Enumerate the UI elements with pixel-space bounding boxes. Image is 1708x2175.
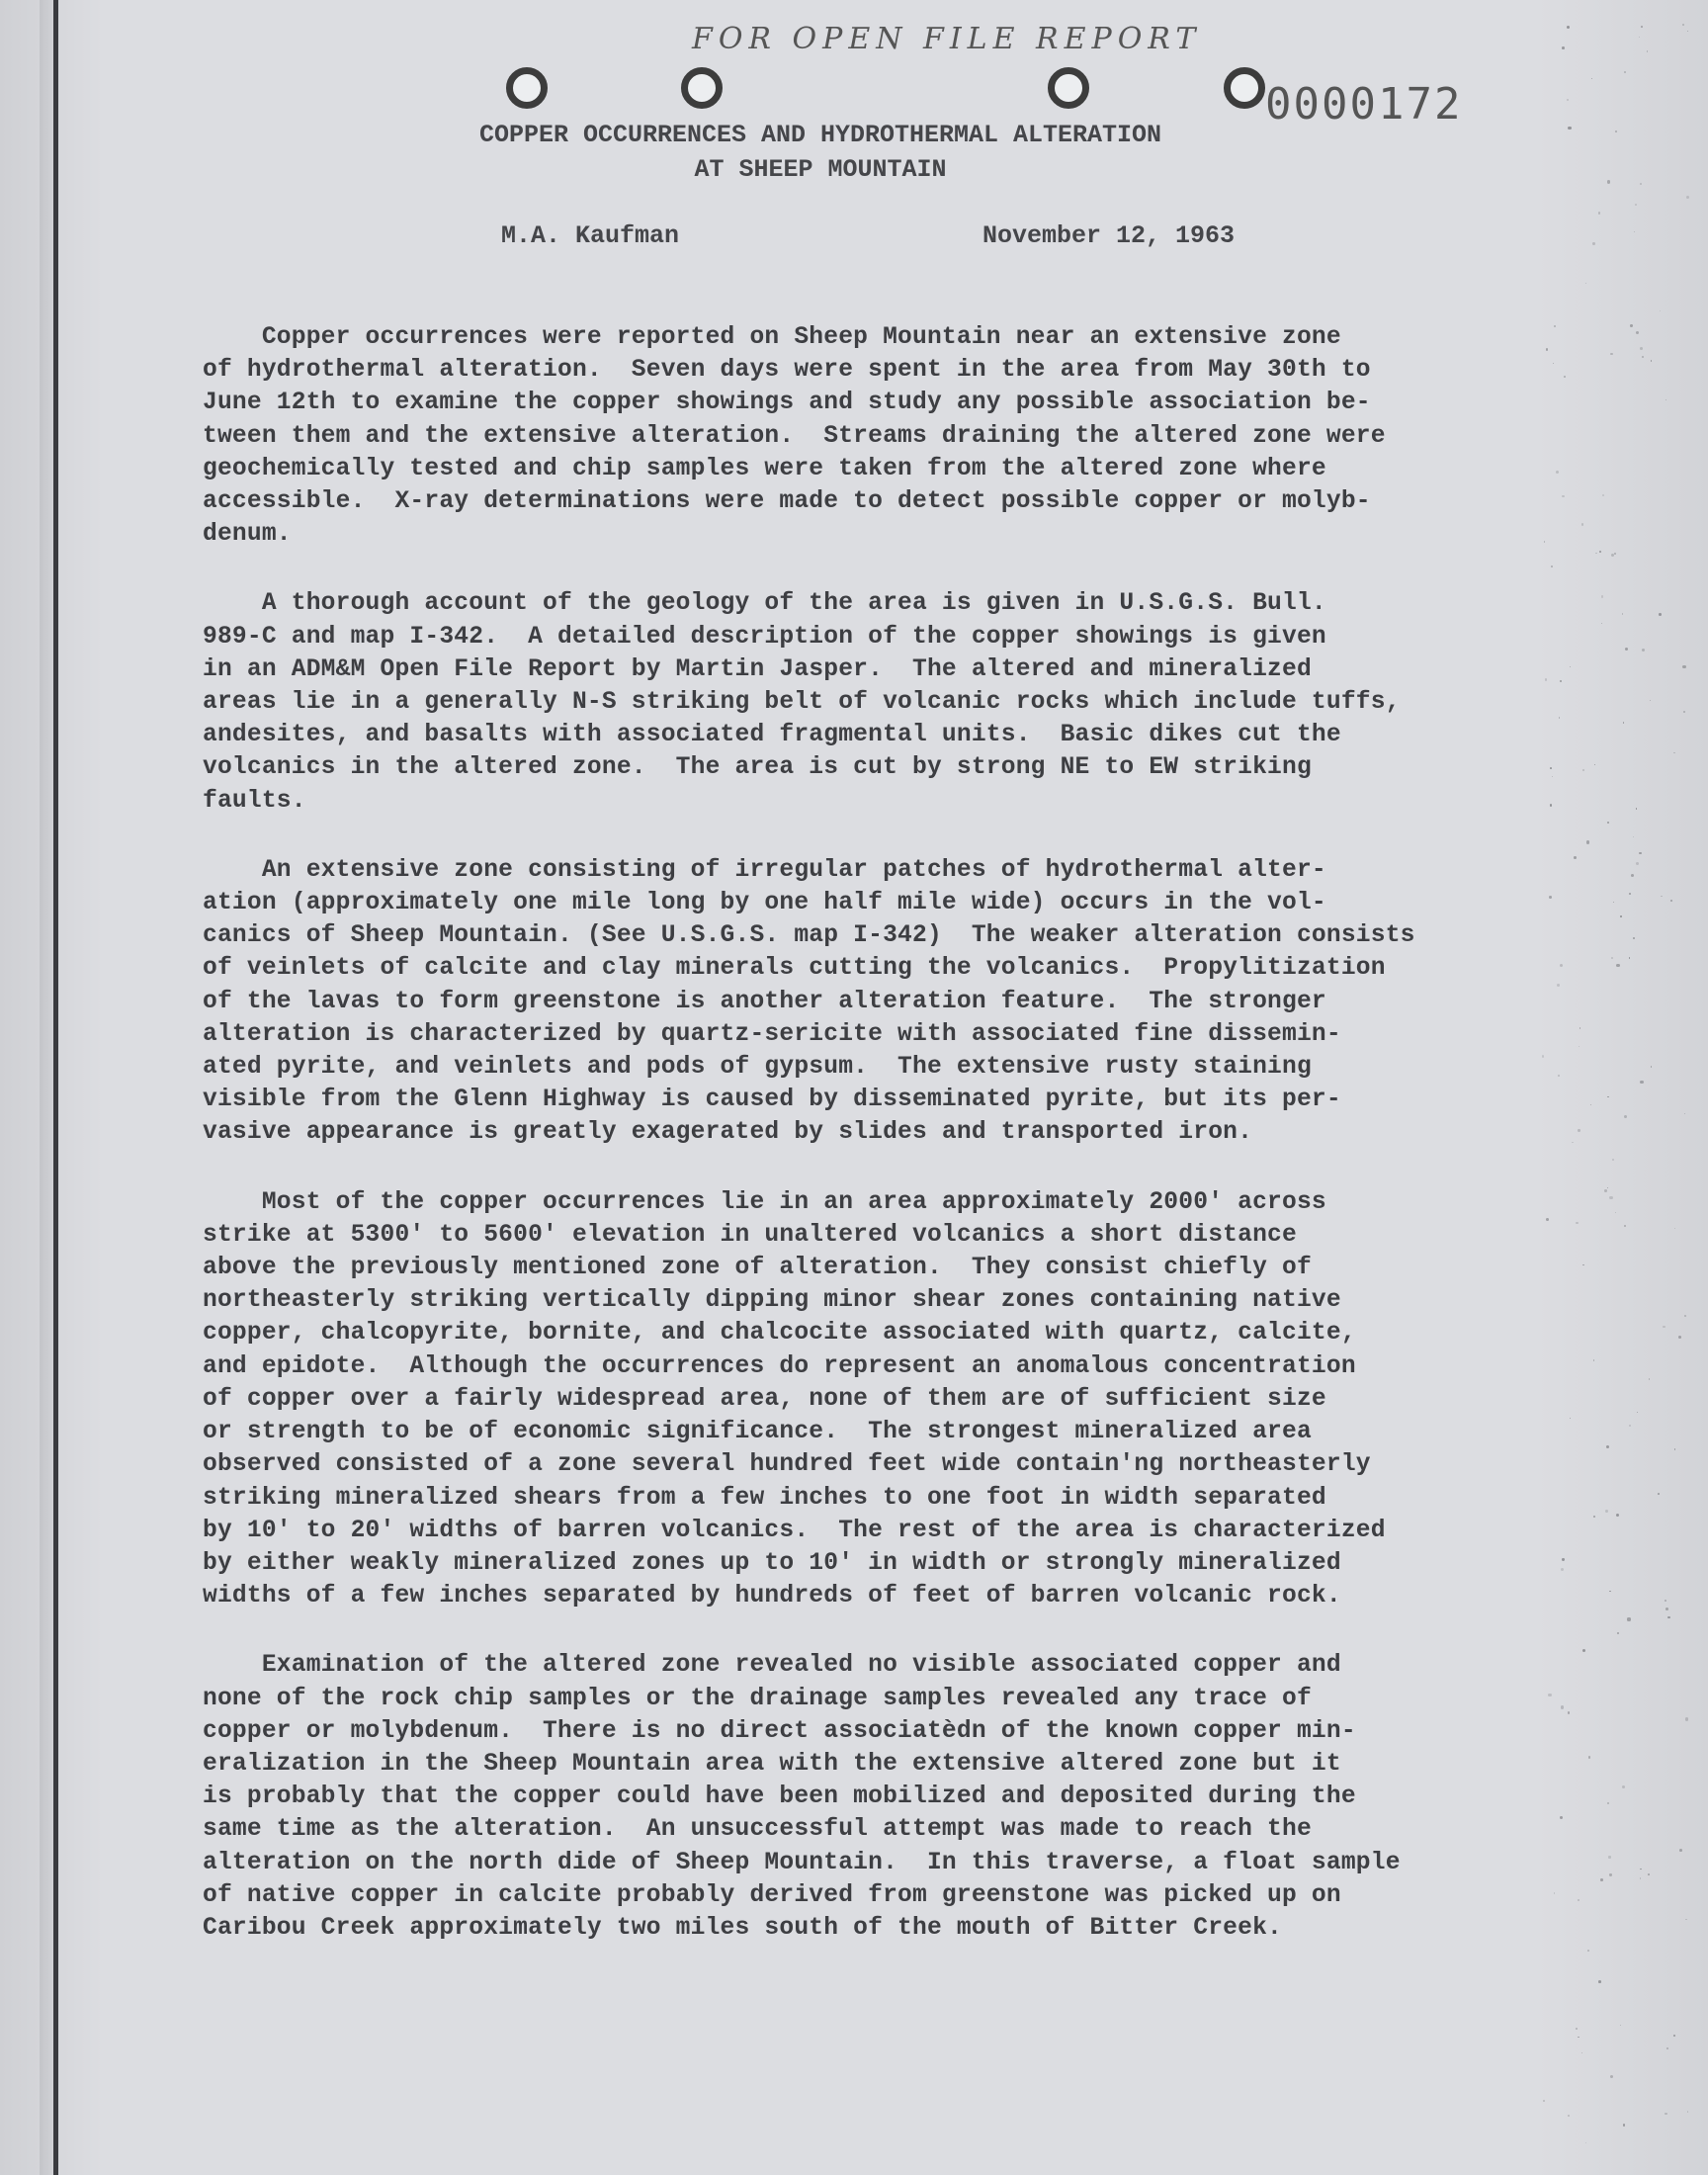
speck [1562, 46, 1565, 49]
speck [1570, 1418, 1572, 1420]
speck [1559, 717, 1560, 718]
speck [1631, 874, 1634, 877]
speck [1687, 31, 1688, 32]
speck [1543, 2100, 1546, 2103]
speck [1665, 1600, 1666, 1602]
speck [1608, 1856, 1610, 1858]
document-body [203, 321, 1547, 1981]
speck [1607, 180, 1610, 183]
paragraph: A thorough account of the geology of the area is given in U.S.G.S. Bull. 989-C and map I-342. A detailed description of the copper showings is given in an ADM&M Open File Report by Martin Jasper. The altered and mineralized areas lie in a generally N-S striking belt of volcanic rocks which include tuffs, andesites, and basalts with associated fragmental units. Basic dikes cut the volcanics in the altered zone. The area is cut by strong NE to EW striking faults. [203, 590, 1401, 815]
speck [1598, 212, 1600, 214]
speck [1598, 1980, 1601, 1983]
speck [1570, 666, 1571, 667]
speck [1612, 1159, 1615, 1162]
speck [1615, 1212, 1616, 1213]
speck [1560, 680, 1562, 682]
speck [1560, 964, 1563, 967]
handwritten-note: FOR OPEN FILE REPORT [692, 22, 1202, 56]
punch-hole [681, 67, 723, 109]
speck [1567, 99, 1568, 100]
speck [1613, 902, 1614, 903]
speck [1546, 348, 1549, 351]
speck [1582, 1649, 1585, 1652]
speck [1560, 1816, 1563, 1819]
document-title-line-1: COPPER OCCURRENCES AND HYDROTHERMAL ALTERATION [478, 121, 1162, 149]
speck [1606, 1445, 1609, 1448]
speck [1642, 356, 1644, 358]
speck [1605, 1510, 1608, 1513]
speck [1615, 130, 1617, 132]
speck [1629, 1425, 1631, 1427]
speck [1607, 1187, 1608, 1188]
speck [1686, 196, 1689, 199]
speck [1576, 2028, 1578, 2030]
speck [1624, 1225, 1625, 1226]
speck [1683, 711, 1685, 713]
speck [1554, 1892, 1555, 1893]
speck [1617, 1632, 1619, 1634]
speck [1558, 1075, 1560, 1077]
speck [1637, 1412, 1638, 1413]
speck [1594, 764, 1595, 765]
speck [1682, 24, 1684, 26]
speck [1552, 776, 1554, 778]
speck [1622, 613, 1624, 615]
speck [1578, 1129, 1580, 1131]
speck [1640, 1877, 1642, 1879]
speck [1649, 1378, 1651, 1380]
speck [1665, 1608, 1668, 1610]
speck [1602, 494, 1604, 496]
speck [1585, 283, 1586, 284]
speck [1651, 360, 1652, 361]
speck [1629, 893, 1631, 895]
speck [1546, 1218, 1549, 1221]
speck [1545, 678, 1548, 681]
speck [1684, 1113, 1685, 1114]
speck [1630, 324, 1633, 327]
speck [1557, 984, 1560, 987]
speck [1667, 1616, 1669, 1618]
speck [1553, 363, 1554, 364]
speck [1578, 1899, 1580, 1901]
speck [1562, 1558, 1564, 1560]
binding-edge [53, 0, 58, 2175]
punch-hole [1224, 67, 1265, 109]
speck [1542, 1055, 1544, 1057]
speck [1641, 26, 1643, 28]
speck [1620, 2025, 1621, 2026]
speck [1658, 1493, 1660, 1495]
paragraph: Most of the copper occurrences lie in an area approximately 2000' across strike at 5300' to 5600' elevation in unaltered volcanics a short distance above the previously mentioned zone of alteration. They consist chiefly of northeasterly striking vertically dipping minor shear zones containing native copper, chalcopyrite, bornite, and chalcocite associated with quartz, calcite, and epidote. Although the occurrences do represent an anomalous concentration of copper over a fairly widespread area, none of them are of sufficient size or strength to be of economic significance. The strongest mineralized area observed consisted of a zone several hundred feet wide contain'ng northeasterly striking mineralized shears from a few inches to one foot in width separated by 10' to 20' widths of barren volcanics. The rest of the area is characterized by either weakly mineralized zones up to 10' in width or strongly mineralized widths of a few inches separated by hundreds of feet of barren volcanic rock. [203, 1188, 1386, 1610]
speck [1593, 1516, 1595, 1518]
speck [1635, 204, 1637, 206]
speck [1633, 836, 1634, 837]
paragraph: Copper occurrences were reported on Sheep Mountain near an extensive zone of hydrothermal alteration. Seven days were spent in the area from May 30th to June 12th to examine the copper showings and study any possible association be- tween them and the extensive alteration. Streams draining the altered zone were geochemically tested and chip samples were taken from the altered zone where accessible. X-ray determinations were made to detect possible copper or molyb- denum. [203, 324, 1386, 549]
speck [1673, 752, 1675, 754]
speck [1607, 1096, 1608, 1097]
speck [1551, 566, 1553, 567]
speck [1639, 37, 1640, 38]
document-number: 0000172 [1265, 79, 1463, 130]
speck [1642, 649, 1645, 652]
speck [1647, 50, 1648, 51]
speck [1582, 1264, 1583, 1265]
speck [1604, 1189, 1607, 1192]
speck [1614, 553, 1616, 555]
speck [1674, 1228, 1675, 1229]
speck [1587, 1950, 1589, 1952]
speck [1659, 613, 1662, 616]
speck [1640, 347, 1643, 350]
speck [1564, 376, 1566, 378]
speck [1586, 840, 1589, 843]
speck [1609, 1196, 1612, 1199]
speck [1639, 852, 1642, 855]
speck [1678, 1336, 1681, 1339]
document-title-line-2: AT SHEEP MOUNTAIN [694, 155, 947, 184]
speck [1611, 957, 1613, 959]
speck [1648, 1873, 1650, 1875]
speck [1687, 2111, 1689, 2113]
date: November 12, 1963 [982, 221, 1236, 250]
binding-shadow [40, 0, 53, 2175]
speck [1548, 1694, 1551, 1696]
punch-hole [506, 67, 548, 109]
speck [1591, 78, 1592, 79]
speck [1607, 822, 1609, 824]
speck [1623, 722, 1624, 723]
speck [1660, 310, 1661, 311]
speck [1616, 964, 1619, 967]
speck [1562, 495, 1564, 497]
speck [1609, 1591, 1611, 1593]
speck [1556, 471, 1559, 474]
punch-hole [1048, 67, 1089, 109]
speck [1600, 1878, 1603, 1881]
speck [1579, 1046, 1580, 1047]
paragraph: Examination of the altered zone revealed no visible associated copper and none of the rock chip samples or the drainage samples revealed any trace of copper or molybdenum. There is no direct associatèdn of the known copper min- eralization in the Sheep Mountain area with the extensive altered zone but it is probably that the copper could have been mobilized and deposited during the same time as the alteration. An unsuccessful attempt was made to reach the alteration on the north dide of Sheep Mountain. In this traverse, a float sample of native copper in calcite probably derived from greenstone was picked up on Caribou Creek approximately two miles south of the mouth of Bitter Creek. [203, 1652, 1401, 1942]
speck [1640, 183, 1642, 185]
speck [1685, 1717, 1688, 1720]
speck [1616, 1514, 1619, 1517]
speck [1568, 1711, 1570, 1713]
speck [1581, 2052, 1582, 2053]
speck [1622, 1785, 1625, 1788]
speck [1629, 957, 1630, 958]
speck [1634, 231, 1635, 232]
speck [1561, 1568, 1564, 1571]
speck [1670, 900, 1672, 902]
speck [1610, 353, 1612, 355]
speck [1666, 2047, 1668, 2049]
speck [1601, 595, 1603, 597]
speck [1590, 1104, 1591, 1105]
speck [1576, 1222, 1579, 1225]
speck [1582, 769, 1584, 771]
speck [1627, 1617, 1630, 1620]
speck [1554, 325, 1555, 326]
speck [1568, 2115, 1570, 2117]
speck [1610, 2075, 1613, 2078]
speck [1636, 331, 1639, 334]
speck [1685, 1919, 1687, 1921]
speck [1640, 1081, 1643, 1084]
speck [1561, 1705, 1564, 1708]
speck [1679, 1849, 1682, 1852]
speck [1578, 2037, 1580, 2039]
speck [1585, 2142, 1586, 2143]
speck [1682, 665, 1685, 668]
speck [1624, 1115, 1627, 1118]
speck [1601, 623, 1602, 624]
author: M.A. Kaufman [501, 221, 680, 250]
speck [1674, 1448, 1676, 1450]
speck [1624, 71, 1626, 73]
speck [1684, 1315, 1686, 1317]
speck [1607, 1802, 1609, 1804]
speck [1611, 554, 1614, 557]
speck [1568, 127, 1571, 130]
speck [1567, 26, 1570, 29]
speck [1665, 2113, 1667, 2116]
speck [1636, 862, 1639, 865]
speck [1574, 856, 1577, 859]
speck [1595, 553, 1597, 555]
speck [1665, 399, 1667, 401]
speck [1599, 551, 1601, 553]
speck [1661, 896, 1662, 897]
speck [1581, 523, 1584, 526]
speck [1550, 767, 1552, 769]
speck [1623, 2124, 1626, 2127]
speck [1663, 1326, 1665, 1328]
speck [1633, 937, 1635, 939]
speck [1620, 915, 1621, 916]
speck [1650, 700, 1651, 701]
speck [1651, 1066, 1653, 1068]
speck [1588, 1756, 1590, 1758]
speck [1673, 2035, 1675, 2037]
speck [1572, 1142, 1574, 1144]
speck [1640, 1869, 1642, 1870]
speck [1593, 1359, 1594, 1360]
paragraph: An extensive zone consisting of irregular patches of hydrothermal alter- ation (approximately one mile long by one half mile wide) occurs in the vol- canics of Sheep Mountain. (See U.S.G.S. map I-342) The weaker alteration consists of veinlets of calcite and clay minerals cutting the volcanics. Propylitization of the lavas to form greenstone is another alteration feature. The stronger alteration is characterized by quartz-sericite with associated fine dissemin- ated pyrite, and veinlets and pods of gypsum. The extensive rusty staining visible from the Glenn Highway is caused by disseminated pyrite, but its per- vasive appearance is greatly exagerated by slides and transported iron. [203, 856, 1415, 1147]
speck [1609, 1873, 1611, 1875]
speck [1636, 808, 1638, 810]
speck [1625, 648, 1628, 651]
speck [1592, 242, 1595, 245]
speck [1549, 896, 1552, 899]
speck [1550, 804, 1552, 806]
